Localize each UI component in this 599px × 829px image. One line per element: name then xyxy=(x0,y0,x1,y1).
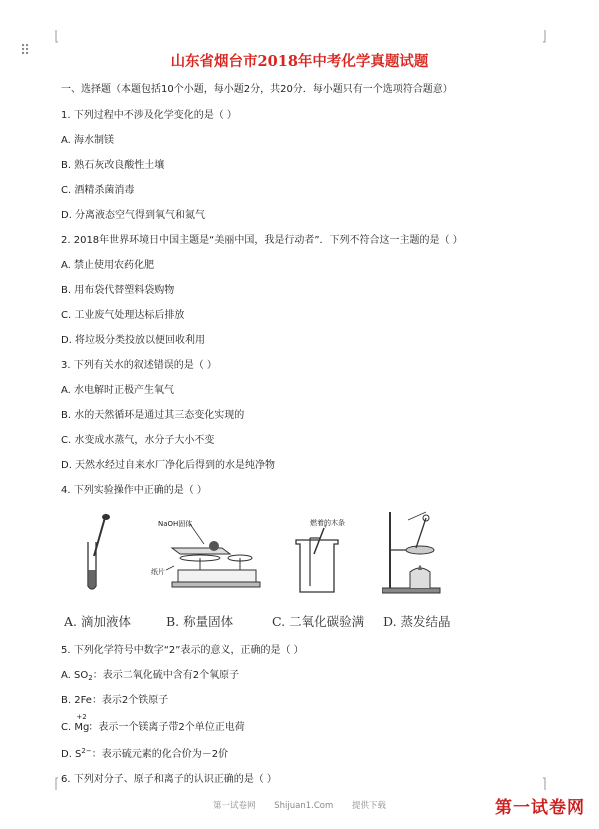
figure-caption-d: D. 蒸发结晶 xyxy=(383,614,451,629)
q5-option-d xyxy=(61,745,228,760)
drag-handle-icon[interactable]: ⠿ xyxy=(20,43,30,59)
brand-logo: 第一试卷网 xyxy=(495,798,585,818)
q5-a-text: ：表示二氧化硫中含有2个氧原子 xyxy=(92,670,240,681)
figure-caption-b: B. 称量固体 xyxy=(166,614,234,629)
corner-mark-bottom-right xyxy=(543,776,557,790)
paper-label: 纸片 xyxy=(151,568,165,576)
corner-mark-top-left xyxy=(44,30,58,44)
q4-stem: 4. 下列实验操作中正确的是（ ） xyxy=(61,485,207,496)
figure-caption-a: A. 滴加液体 xyxy=(64,614,131,629)
document-title: 山东省烟台市2018年中考化学真题试题 xyxy=(170,53,429,70)
corner-mark-top-right xyxy=(543,30,557,44)
q6-stem: 6. 下列对分子、原子和离子的认识正确的是（ ） xyxy=(61,774,277,785)
section-header: 一、选择题（本题包括10个小题，每小题2分，共20分．每小题只有一个选项符合题意） xyxy=(61,84,453,95)
q5-a-prefix: A. SO xyxy=(61,670,89,681)
q2-option-b: B. 用布袋代替塑料袋购物 xyxy=(61,285,175,296)
q3-option-b: B. 水的天然循环是通过其三态变化实现的 xyxy=(61,410,245,421)
q5-c-symbol xyxy=(74,713,90,733)
q2-stem: 2. 2018年世界环境日中国主题是“美丽中国，我是行动者”．下列不符合这一主题的是（ ） xyxy=(61,235,463,246)
q1-stem: 1. 下列过程中不涉及化学变化的是（ ） xyxy=(61,110,237,121)
q3-option-a: A. 水电解时正极产生氧气 xyxy=(61,385,175,396)
q5-d-text: ：表示硫元素的化合价为－2价 xyxy=(91,749,229,760)
q3-option-d: D. 天然水经过自来水厂净化后得到的水是纯净物 xyxy=(61,460,276,471)
q1-option-a: A. 海水制镁 xyxy=(61,135,115,146)
burning-stick-label: 燃着的木条 xyxy=(310,519,345,527)
q5-option-a xyxy=(61,666,239,682)
figure-caption-c: C. 二氧化碳验满 xyxy=(272,614,365,629)
q5-stem: 5. 下列化学符号中数字“2”表示的意义，正确的是（ ） xyxy=(61,645,304,656)
q5-c-valence: +2 xyxy=(76,713,87,721)
corner-mark-bottom-left xyxy=(44,776,58,790)
q5-d-superscript: 2− xyxy=(81,747,92,755)
footer-site-url[interactable]: Shijuan1.Com xyxy=(274,801,334,811)
q5-option-c xyxy=(61,713,245,733)
q2-option-a: A. 禁止使用农药化肥 xyxy=(61,260,155,271)
footer-download-note: 提供下载 xyxy=(351,801,386,811)
q5-c-element: Mg xyxy=(74,722,90,733)
q2-option-c: C. 工业废气处理达标后排放 xyxy=(61,310,185,321)
q5-c-text: ：表示一个镁离子带2个单位正电荷 xyxy=(88,722,245,733)
q1-option-c: C. 酒精杀菌消毒 xyxy=(61,185,135,196)
figure-c-gas-bottle xyxy=(290,524,346,598)
q1-option-d: D. 分离液态空气得到氧气和氮气 xyxy=(61,210,206,221)
figure-a-dropper xyxy=(76,512,116,594)
q3-option-c: C. 水变成水蒸气，水分子大小不变 xyxy=(61,435,215,446)
q3-stem: 3. 下列有关水的叙述错误的是（ ） xyxy=(61,360,217,371)
q5-option-b: B. 2Fe：表示2个铁原子 xyxy=(61,695,169,706)
q5-d-prefix: D. S xyxy=(61,749,82,760)
q5-c-prefix: C. xyxy=(61,722,75,733)
naoh-solid-label: NaOH固体 xyxy=(158,520,193,528)
q1-option-b: B. 熟石灰改良酸性土壤 xyxy=(61,160,165,171)
footer-site-name: 第一试卷网 xyxy=(213,801,256,811)
figure-d-evaporation xyxy=(382,510,444,596)
q5-a-subscript: 2 xyxy=(88,674,93,682)
q2-option-d: D. 将垃圾分类投放以便回收利用 xyxy=(61,335,206,346)
